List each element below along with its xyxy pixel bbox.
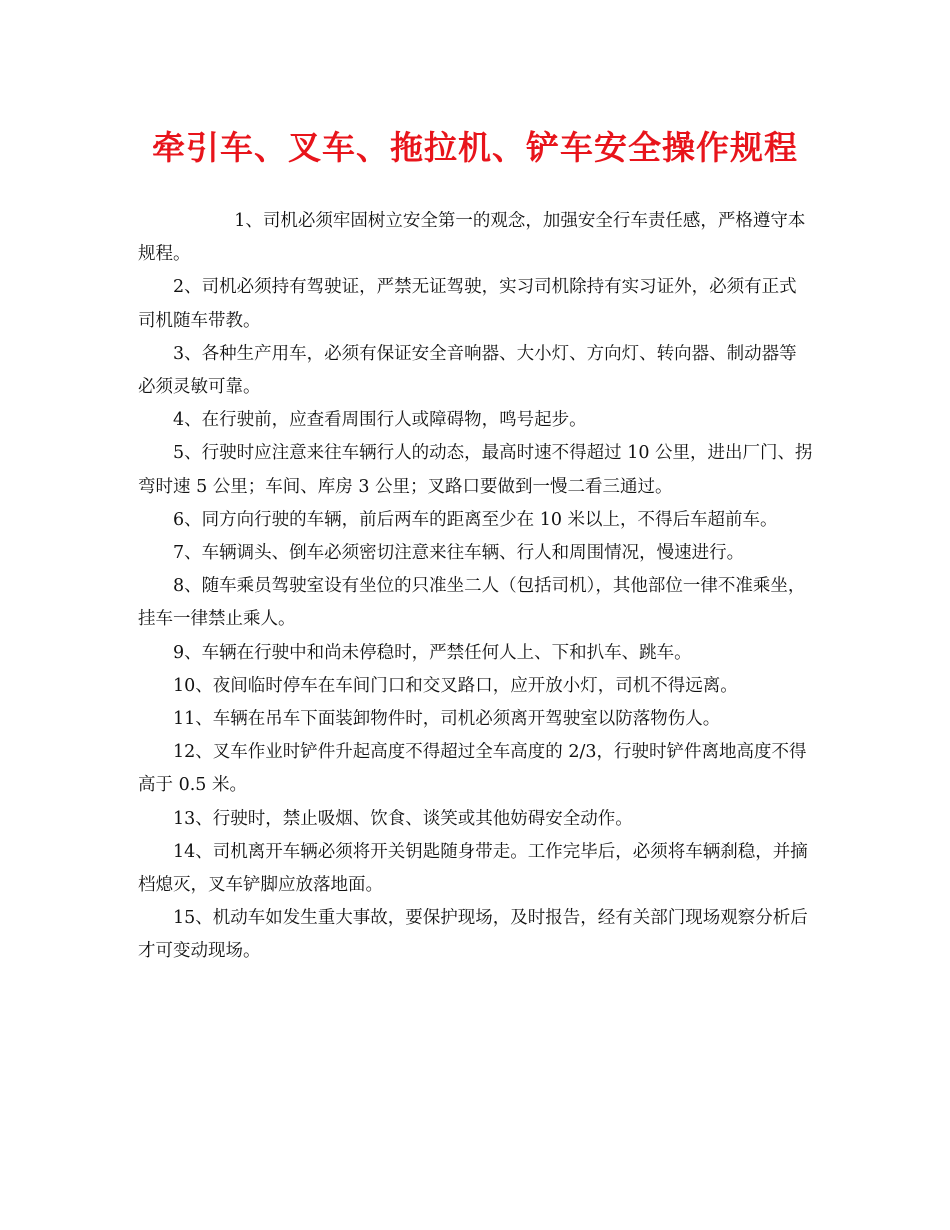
rule-paragraph-9: 9、车辆在行驶中和尚未停稳时，严禁任何人上、下和扒车、跳车。	[173, 642, 692, 663]
rule-paragraph-10: 10、夜间临时停车在车间门口和交叉路口，应开放小灯，司机不得远离。	[173, 675, 738, 696]
rule-paragraph-3: 3、各种生产用车，必须有保证安全音响器、大小灯、方向灯、转向器、制动器等必须灵敏可靠。	[138, 343, 797, 398]
rule-paragraph-15: 15、机动车如发生重大事故，要保护现场，及时报告，经有关部门现场观察分析后才可变动现场。	[138, 908, 808, 962]
rule-paragraph-1: 1、司机必须牢固树立安全第一的观念，加强安全行车责任感，严格遵守本规程。	[138, 211, 806, 265]
rule-paragraph-5: 5、行驶时应注意来往车辆行人的动态，最高时速不得超过 10 公里，进出厂门、拐弯时速 5 公里；车间、库房 3 公里；叉路口要做到一慢二看三通过。	[138, 443, 813, 497]
rule-paragraph-8: 8、随车乘员驾驶室设有坐位的只准坐二人（包括司机），其他部位一律不准乘坐，挂车一律禁止乘人。	[138, 576, 806, 630]
rule-paragraph-2: 2、司机必须持有驾驶证，严禁无证驾驶，实习司机除持有实习证外，必须有正式司机随车带教。	[138, 277, 797, 331]
document-title: 牵引车、叉车、拖拉机、铲车安全操作规程	[152, 128, 798, 167]
rule-paragraph-4: 4、在行驶前，应查看周围行人或障碍物，鸣号起步。	[173, 410, 587, 431]
rule-paragraph-12: 12、叉车作业时铲件升起高度不得超过全车高度的 2/3，行驶时铲件离地高度不得高于 0.5 米。	[138, 742, 807, 796]
rule-paragraph-14: 14、司机离开车辆必须将开关钥匙随身带走。工作完毕后，必须将车辆刹稳，并摘档熄灭，叉车铲脚应放落地面。	[138, 841, 808, 896]
rule-paragraph-6: 6、同方向行驶的车辆，前后两车的距离至少在 10 米以上，不得后车超前车。	[173, 509, 778, 530]
document-body	[138, 205, 814, 969]
rule-paragraph-7: 7、车辆调头、倒车必须密切注意来往车辆、行人和周围情况，慢速进行。	[173, 543, 745, 564]
rule-paragraph-11: 11、车辆在吊车下面装卸物件时，司机必须离开驾驶室以防落物伤人。	[173, 709, 721, 730]
rule-paragraph-13: 13、行驶时，禁止吸烟、饮食、谈笑或其他妨碍安全动作。	[173, 808, 633, 829]
